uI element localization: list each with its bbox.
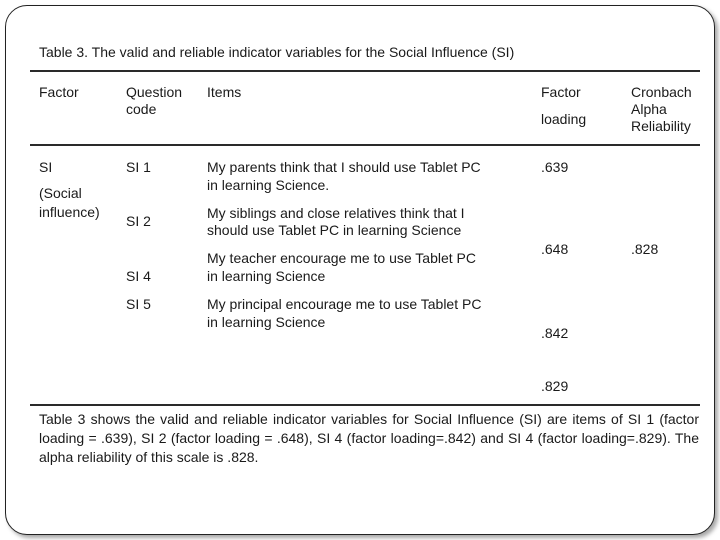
- top-rule: [30, 70, 700, 72]
- item-text-line: My principal encourage me to use Tablet PC: [207, 296, 482, 312]
- item-text-line: My siblings and close relatives think that I: [207, 205, 465, 221]
- header-rule: [30, 144, 700, 146]
- item-text-line: in learning Science: [207, 314, 326, 330]
- question-code: SI 2: [126, 213, 151, 229]
- cronbach-alpha-value: .828: [631, 241, 659, 257]
- summary-paragraph: Table 3 shows the valid and reliable indicator variables for Social Influence (SI) are items of SI 1 (factor loading = .639), SI 2 (factor loading = .648), SI 4 (factor loading=.842) and SI 4 (factor loading=.829). The alpha reliability of this scale is .828.: [39, 411, 699, 465]
- header-cronbach-line3: Reliability: [631, 118, 691, 134]
- header-cronbach-line1: Cronbach: [631, 84, 692, 100]
- header-factor-loading-line2: loading: [541, 111, 587, 127]
- factor-loading-value: .829: [541, 378, 569, 394]
- header-question-code-line1: Question: [126, 84, 183, 100]
- header-question-code-line2: code: [126, 101, 157, 117]
- factor-loading-value: .639: [541, 159, 569, 175]
- header-factor: Factor: [39, 84, 79, 100]
- item-text-line: in learning Science.: [207, 177, 330, 193]
- factor-loading-value: .842: [541, 325, 569, 341]
- question-code: SI 1: [126, 159, 151, 175]
- header-cronbach-line2: Alpha: [631, 101, 667, 117]
- item-text-line: should use Tablet PC in learning Science: [207, 222, 462, 238]
- question-code: SI 4: [126, 268, 151, 284]
- header-items: Items: [207, 84, 242, 100]
- factor-name-line1: (Social: [39, 185, 82, 201]
- question-code: SI 5: [126, 296, 151, 312]
- table-caption: Table 3. The valid and reliable indicator variables for the Social Influence (SI): [39, 44, 515, 60]
- item-text-line: My teacher encourage me to use Tablet PC: [207, 250, 477, 266]
- item-text-line: in learning Science: [207, 268, 326, 284]
- factor-code: SI: [39, 159, 53, 175]
- item-text-line: My parents think that I should use Tablet PC: [207, 159, 481, 175]
- factor-name-line2: influence): [39, 204, 100, 220]
- factor-loading-value: .648: [541, 241, 569, 257]
- bottom-rule: [30, 404, 700, 406]
- header-factor-loading-line1: Factor: [541, 84, 581, 100]
